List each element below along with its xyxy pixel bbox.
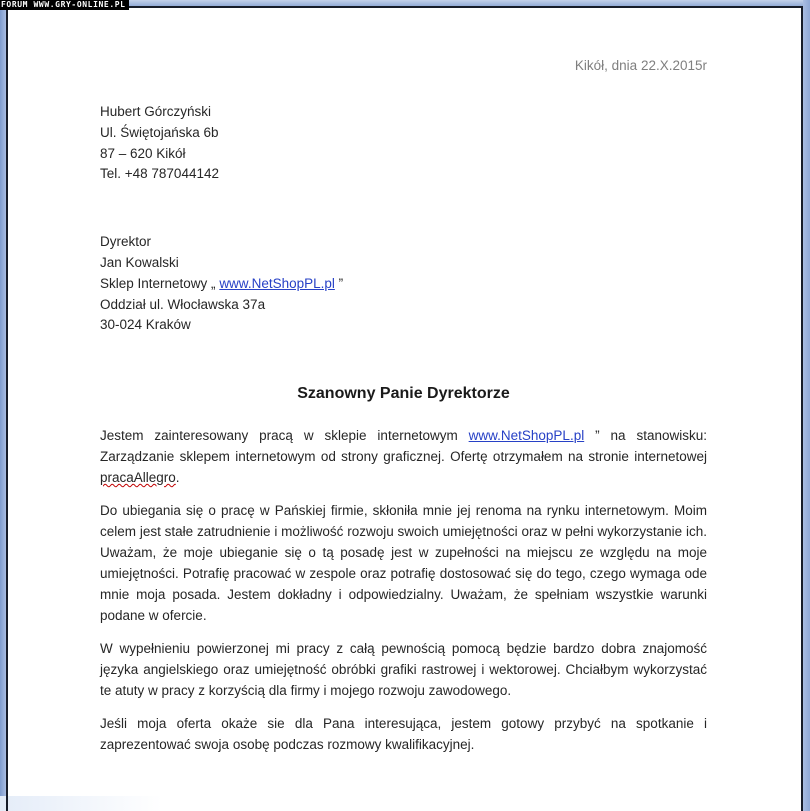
paragraph-4: Jeśli moja oferta okaże sie dla Pana interesująca, jestem gotowy przybyć na spotkanie i zaprezentować swoja osobę podczas rozmowy kwalifikacyjnej. [100, 716, 707, 753]
recipient-shop-line [100, 274, 707, 295]
recipient-block [100, 232, 707, 336]
sender-street: Ul. Świętojańska 6b [100, 124, 219, 140]
recipient-title: Dyrektor [100, 234, 152, 250]
paragraph-1-text: Jestem zainteresowany pracą w sklepie internetowym [100, 428, 469, 444]
paragraph-1-period: . [175, 470, 180, 486]
misspelled-word: pracaAllegro [100, 470, 176, 486]
recipient-street: Oddział ul. Włocławska 37a [100, 296, 266, 312]
sender-phone: Tel. +48 787044142 [100, 166, 219, 182]
sender-city: 87 – 620 Kikół [100, 145, 186, 161]
letter-date: Kikół, dnia 22.X.2015r [574, 58, 707, 73]
window-edge-left [0, 0, 6, 796]
netshop-link-body[interactable]: www.NetShopPL.pl [468, 428, 585, 444]
paragraph-1-text-after: ” na stanowisku: Zarządzanie sklepem internetowym od strony graficznej. Ofertę otrzymałem na stronie internetowej [100, 428, 707, 465]
letter-page [100, 0, 707, 767]
sender-name: Hubert Górczyński [100, 104, 212, 119]
watermark-badge: FORUM WWW.GRY-ONLINE.PL [0, 0, 129, 10]
recipient-shop-prefix: Sklep Internetowy „ [100, 275, 220, 291]
netshop-link[interactable]: www.NetShopPL.pl [219, 275, 335, 291]
recipient-shop-suffix: ” [334, 275, 344, 291]
paragraph-3: W wypełnieniu powierzonej mi pracy z całą pewnością pomocą będzie bardzo dobra znajomość języka angielskiego oraz umiejętność obróbki grafiki rastrowej i wektorowej. Chciałbym wykorzystać te atuty w pracy z korzyścią dla firmy i mojego rozwoju zawodowego. [100, 641, 707, 699]
sender-block [100, 102, 707, 185]
paragraph-1 [100, 425, 707, 488]
window-corner-fade [0, 796, 180, 811]
paragraph-2: Do ubiegania się o pracę w Pańskiej firmie, skłoniła mnie jej renoma na rynku internetowym. Moim celem jest stałe zatrudnienie i możliwość rozwoju swoich umiejętności oraz w pełni wykorzystanie ich. Uważam, że moje ubieganie się o tą posadę jest w zupełności na miejscu ze względu na moje umiejętności. Potrafię pracować w zespole oraz potrafię dostosować się do tego, czego wymaga ode mnie moja posada. Jestem dokładny i odpowiedzialny. Uważam, że spełniam wszystkie warunki podane w ofercie. [100, 503, 707, 624]
recipient-city: 30-024 Kraków [100, 317, 191, 333]
salutation-heading: Szanowny Panie Dyrektorze [297, 385, 510, 403]
recipient-name: Jan Kowalski [100, 254, 179, 270]
window-edge-right [803, 0, 810, 811]
